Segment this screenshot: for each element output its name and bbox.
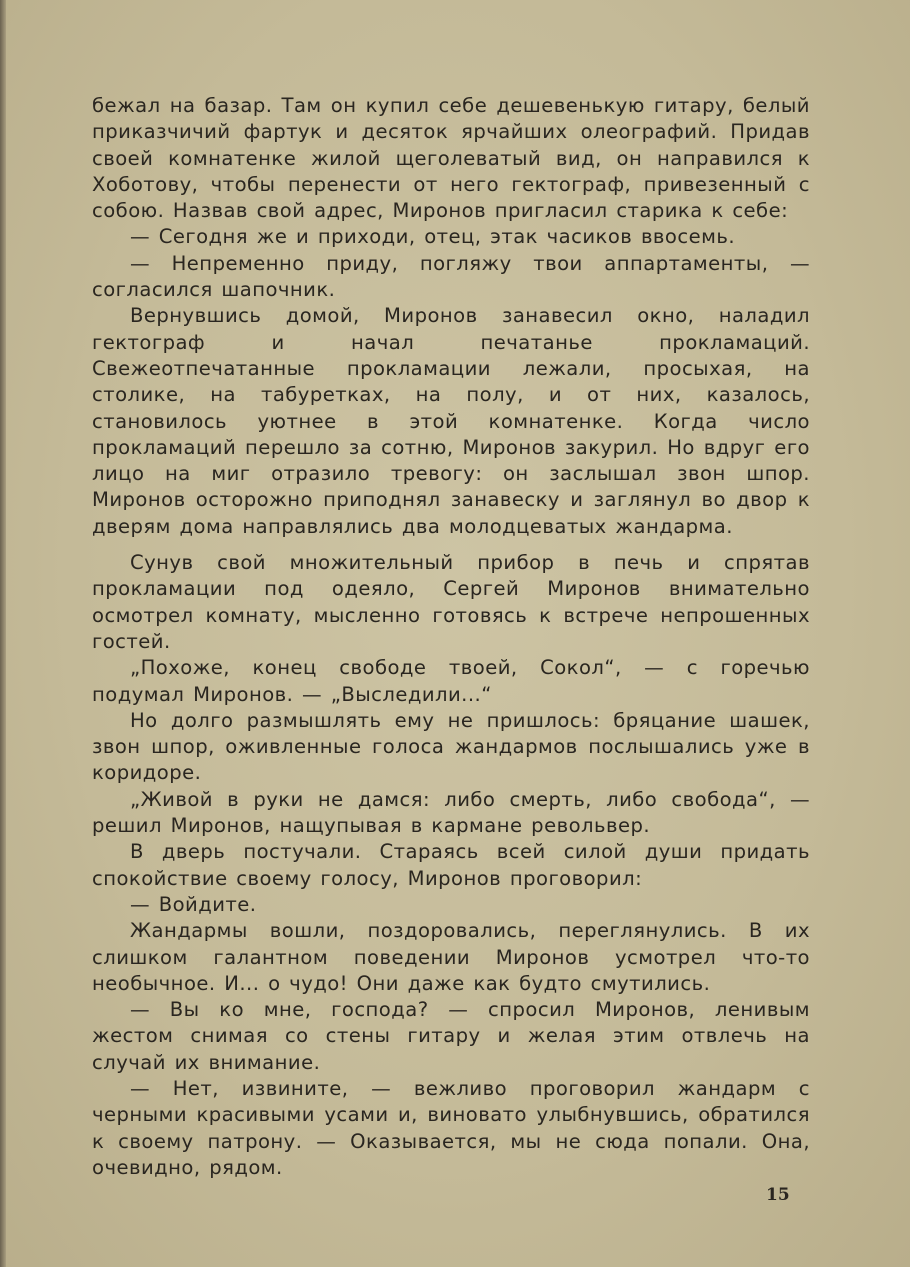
- paragraph: — Нет, извините, — вежливо проговорил жандарм с черными красивыми усами и, виновато улыбнувшись, обратился к своему патрону. — Оказывается, мы не сюда попали. Она, очевидно, рядом.: [92, 1076, 810, 1179]
- paragraph: бежал на базар. Там он купил себе дешевенькую гитару, белый приказчичий фартук и десяток ярчайших олеографий. Придав своей комнатенке жилой щеголеватый вид, он направился к Хоботову, чтобы перенести от него гектограф, привезенный с собою. Назвав свой адрес, Миронов пригласил старика к себе:: [92, 94, 810, 223]
- paragraph: Сунув свой множительный прибор в печь и спрятав прокламации под одеяло, Сергей Миронов внимательно осмотрел комнату, мысленно готовясь к встрече непрошенных гостей.: [92, 551, 810, 653]
- paragraph: — Вы ко мне, господа? — спросил Миронов, ленивым жестом снимая со стены гитару и желая этим отвлечь на случай их внимание.: [92, 998, 810, 1074]
- paragraph: — Сегодня же и приходи, отец, этак часиков ввосемь.: [130, 225, 736, 249]
- body-text: [92, 93, 810, 1181]
- paragraph: — Войдите.: [130, 892, 257, 916]
- paragraph: Но долго размышлять ему не пришлось: бряцание шашек, звон шпор, оживленные голоса жандармов послышались уже в коридоре.: [92, 708, 810, 785]
- paragraph: Вернувшись домой, Миронов занавесил окно, наладил гектограф и начал печатанье прокламаций. Свежеотпечатанные прокламации лежали, просыхая, на столике, на табуретках, на полу, и от них, казалось, становилось уютнее в этой комнатенке. Когда число прокламаций перешло за сотню, Миронов закурил. Но вдруг его лицо на миг отразило тревогу: он заслышал звон шпор. Миронов осторожно приподнял занавеску и заглянул во двор к дверям дома направлялись два молодцеватых жандарма.: [92, 304, 810, 538]
- paragraph: „Живой в руки не дамся: либо смерть, либо свобода“, — решил Миронов, нащупывая в кармане револьвер.: [92, 787, 810, 838]
- paragraph: „Похоже, конец свободе твоей, Сокол“, — с горечью подумал Миронов. — „Выследили...“: [92, 656, 810, 706]
- paragraph: Жандармы вошли, поздоровались, переглянулись. В их слишком галантном поведении Миронов усмотрел что-то необычное. И... о чудо! Они даже как будто смутились.: [92, 919, 810, 995]
- paragraph: В дверь постучали. Стараясь всей силой души придать спокойствие своему голосу, Миронов проговорил:: [92, 840, 810, 890]
- paragraph: — Непременно приду, погляжу твои аппартаменты, — согласился шапочник.: [92, 251, 810, 302]
- page-number: 15: [766, 1185, 790, 1205]
- book-spine-edge: [0, 0, 6, 1267]
